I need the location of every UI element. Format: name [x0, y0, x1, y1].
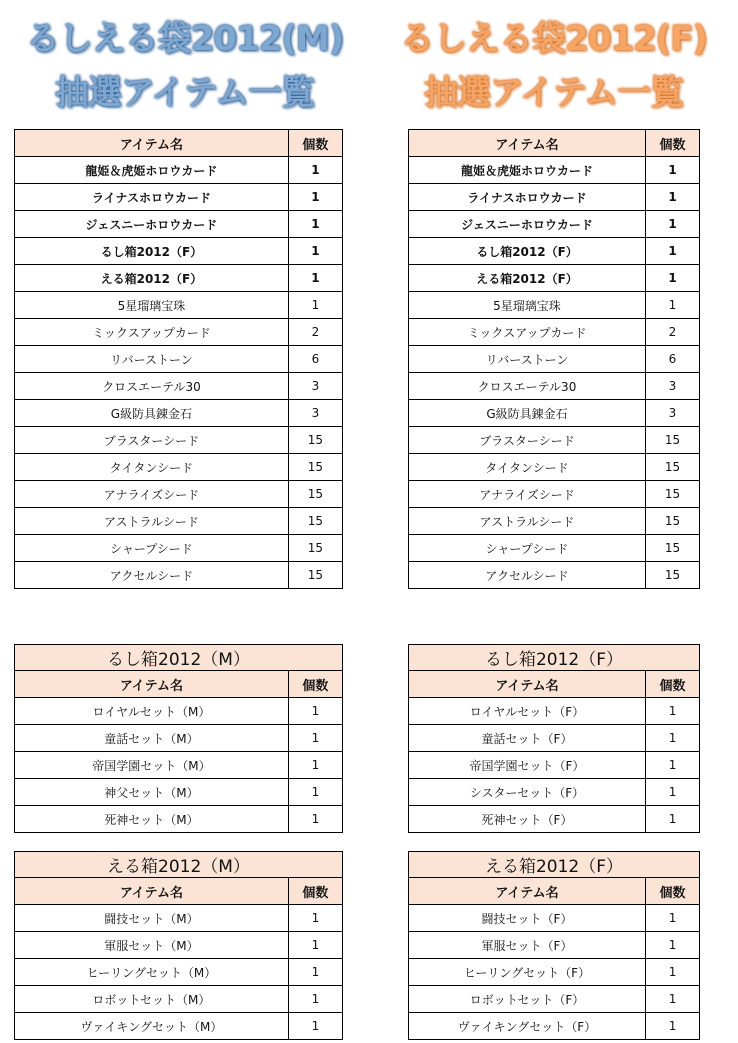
- table-row: [15, 481, 343, 508]
- item-count-cell: 1: [288, 211, 342, 238]
- item-count-cell: 15: [288, 562, 342, 589]
- table-row: [409, 184, 700, 211]
- item-name-cell: ジェスニーホロウカード: [15, 211, 289, 238]
- item-name-cell: ロイヤルセット（F）: [409, 698, 646, 725]
- item-count-cell: 1: [646, 959, 700, 986]
- table-row: [409, 806, 700, 833]
- item-name-cell: ブラスターシード: [409, 427, 646, 454]
- item-count-cell: 1: [646, 932, 700, 959]
- table-row: [15, 319, 343, 346]
- item-name-cell: ヴァイキングセット（M）: [15, 1013, 289, 1040]
- item-count-cell: 15: [288, 454, 342, 481]
- table-row: [15, 373, 343, 400]
- table-row: [409, 986, 700, 1013]
- item-name-cell: シャープシード: [409, 535, 646, 562]
- table-row: [15, 725, 343, 752]
- item-count-cell: 1: [288, 157, 342, 184]
- table-row: [15, 508, 343, 535]
- table-row: [409, 427, 700, 454]
- item-count-cell: 1: [288, 725, 342, 752]
- header-item-name: アイテム名: [15, 130, 289, 157]
- item-name-cell: アクセルシード: [409, 562, 646, 589]
- item-count-cell: 1: [646, 292, 700, 319]
- table-row: [409, 292, 700, 319]
- item-count-cell: 2: [288, 319, 342, 346]
- item-count-cell: 15: [288, 535, 342, 562]
- item-name-cell: アストラルシード: [409, 508, 646, 535]
- item-name-cell: クロスエーテル30: [409, 373, 646, 400]
- table-row: [15, 238, 343, 265]
- item-count-cell: 3: [288, 400, 342, 427]
- table-row: [409, 400, 700, 427]
- item-count-cell: 1: [646, 779, 700, 806]
- header-item-name: アイテム名: [409, 671, 646, 698]
- item-count-cell: 15: [646, 508, 700, 535]
- item-count-cell: 1: [288, 932, 342, 959]
- table-row: [409, 373, 700, 400]
- item-name-cell: るし箱2012（F）: [15, 238, 289, 265]
- item-name-cell: クロスエーテル30: [15, 373, 289, 400]
- rushi-box-m-caption: るし箱2012（M）: [15, 645, 343, 671]
- table-row: [15, 535, 343, 562]
- header-count: 個数: [288, 130, 342, 157]
- item-name-cell: アナライズシード: [409, 481, 646, 508]
- item-count-cell: 1: [646, 184, 700, 211]
- table-row: [409, 238, 700, 265]
- table-row: [409, 959, 700, 986]
- table-row: [15, 454, 343, 481]
- item-count-cell: 1: [646, 211, 700, 238]
- item-name-cell: ジェスニーホロウカード: [409, 211, 646, 238]
- item-name-cell: ヒーリングセット（M）: [15, 959, 289, 986]
- item-count-cell: 1: [646, 157, 700, 184]
- item-count-cell: 1: [288, 1013, 342, 1040]
- item-name-cell: タイタンシード: [15, 454, 289, 481]
- item-count-cell: 15: [646, 562, 700, 589]
- item-name-cell: アナライズシード: [15, 481, 289, 508]
- title-f-line2: 抽選アイテム一覧: [423, 73, 684, 113]
- item-count-cell: 15: [288, 427, 342, 454]
- item-name-cell: アストラルシード: [15, 508, 289, 535]
- item-name-cell: るし箱2012（F）: [409, 238, 646, 265]
- header-count: 個数: [646, 130, 700, 157]
- table-row: [409, 454, 700, 481]
- item-count-cell: 1: [646, 725, 700, 752]
- item-count-cell: 3: [646, 373, 700, 400]
- table-row: [15, 211, 343, 238]
- header-count: 個数: [646, 878, 700, 905]
- item-count-cell: 1: [288, 184, 342, 211]
- item-name-cell: ヴァイキングセット（F）: [409, 1013, 646, 1040]
- item-name-cell: える箱2012（F）: [15, 265, 289, 292]
- item-count-cell: 3: [288, 373, 342, 400]
- rushi-box-table-f: [408, 644, 700, 833]
- item-name-cell: 死神セット（F）: [409, 806, 646, 833]
- table-row: [409, 779, 700, 806]
- item-count-cell: 1: [288, 905, 342, 932]
- eru-box-f-caption: える箱2012（F）: [409, 852, 700, 878]
- item-count-cell: 15: [288, 508, 342, 535]
- table-row: [409, 1013, 700, 1040]
- table-row: [409, 508, 700, 535]
- item-name-cell: ブラスターシード: [15, 427, 289, 454]
- item-name-cell: 龍姫＆虎姫ホロウカード: [409, 157, 646, 184]
- table-row: [409, 905, 700, 932]
- item-name-cell: 帝国学園セット（F）: [409, 752, 646, 779]
- table-row: [15, 986, 343, 1013]
- item-table-m: [14, 129, 343, 589]
- item-count-cell: 1: [646, 238, 700, 265]
- item-count-cell: 6: [646, 346, 700, 373]
- item-name-cell: リバーストーン: [409, 346, 646, 373]
- item-count-cell: 1: [646, 752, 700, 779]
- item-count-cell: 1: [288, 752, 342, 779]
- item-name-cell: ロボットセット（M）: [15, 986, 289, 1013]
- title-m-line1: るしえる袋2012(M): [25, 19, 344, 59]
- table-row: [15, 265, 343, 292]
- header-item-name: アイテム名: [15, 878, 289, 905]
- table-row: [15, 184, 343, 211]
- item-count-cell: 1: [288, 806, 342, 833]
- table-row: [409, 265, 700, 292]
- header-item-name: アイテム名: [409, 878, 646, 905]
- item-count-cell: 15: [646, 481, 700, 508]
- item-count-cell: 1: [646, 905, 700, 932]
- item-name-cell: シスターセット（F）: [409, 779, 646, 806]
- item-count-cell: 1: [288, 238, 342, 265]
- header-count: 個数: [288, 671, 342, 698]
- header-count: 個数: [646, 671, 700, 698]
- title-m-line2: 抽選アイテム一覧: [54, 73, 315, 113]
- item-name-cell: ヒーリングセット（F）: [409, 959, 646, 986]
- item-name-cell: アクセルシード: [15, 562, 289, 589]
- title-f-line1: るしえる袋2012(F): [400, 19, 707, 59]
- table-row: [409, 932, 700, 959]
- header-item-name: アイテム名: [15, 671, 289, 698]
- item-name-cell: える箱2012（F）: [409, 265, 646, 292]
- item-name-cell: 闘技セット（M）: [15, 905, 289, 932]
- item-name-cell: ロボットセット（F）: [409, 986, 646, 1013]
- table-row: [15, 292, 343, 319]
- table-row: [409, 725, 700, 752]
- item-count-cell: 1: [288, 986, 342, 1013]
- item-name-cell: リバーストーン: [15, 346, 289, 373]
- table-row: [15, 157, 343, 184]
- table-row: [15, 932, 343, 959]
- item-count-cell: 6: [288, 346, 342, 373]
- table-row: [15, 346, 343, 373]
- item-name-cell: タイタンシード: [409, 454, 646, 481]
- header-item-name: アイテム名: [409, 130, 646, 157]
- item-name-cell: ミックスアップカード: [409, 319, 646, 346]
- table-row: [15, 698, 343, 725]
- rushi-box-f-caption: るし箱2012（F）: [409, 645, 700, 671]
- item-name-cell: 童話セット（F）: [409, 725, 646, 752]
- rushi-box-table-m: [14, 644, 343, 833]
- item-count-cell: 1: [288, 265, 342, 292]
- table-row: [15, 752, 343, 779]
- item-count-cell: 1: [646, 698, 700, 725]
- table-row: [15, 959, 343, 986]
- table-row: [409, 481, 700, 508]
- item-count-cell: 3: [646, 400, 700, 427]
- eru-box-table-m: [14, 851, 343, 1040]
- item-count-cell: 15: [288, 481, 342, 508]
- item-name-cell: ライナスホロウカード: [409, 184, 646, 211]
- item-count-cell: 1: [646, 1013, 700, 1040]
- item-name-cell: 5星瑠璃宝珠: [409, 292, 646, 319]
- item-name-cell: ロイヤルセット（M）: [15, 698, 289, 725]
- item-count-cell: 1: [288, 292, 342, 319]
- table-row: [409, 752, 700, 779]
- item-count-cell: 2: [646, 319, 700, 346]
- item-name-cell: 童話セット（M）: [15, 725, 289, 752]
- item-name-cell: ライナスホロウカード: [15, 184, 289, 211]
- item-table-f: [408, 129, 700, 589]
- header-count: 個数: [288, 878, 342, 905]
- item-count-cell: 1: [288, 698, 342, 725]
- item-name-cell: 龍姫＆虎姫ホロウカード: [15, 157, 289, 184]
- item-name-cell: 5星瑠璃宝珠: [15, 292, 289, 319]
- table-row: [409, 698, 700, 725]
- table-row: [15, 806, 343, 833]
- table-row: [409, 346, 700, 373]
- item-count-cell: 1: [288, 779, 342, 806]
- table-row: [409, 211, 700, 238]
- item-name-cell: G級防具錬金石: [15, 400, 289, 427]
- item-name-cell: G級防具錬金石: [409, 400, 646, 427]
- table-row: [15, 1013, 343, 1040]
- item-name-cell: ミックスアップカード: [15, 319, 289, 346]
- item-count-cell: 15: [646, 535, 700, 562]
- item-count-cell: 1: [646, 986, 700, 1013]
- item-name-cell: 闘技セット（F）: [409, 905, 646, 932]
- eru-box-m-caption: える箱2012（M）: [15, 852, 343, 878]
- item-count-cell: 1: [646, 806, 700, 833]
- item-count-cell: 1: [646, 265, 700, 292]
- table-row: [409, 535, 700, 562]
- table-row: [15, 400, 343, 427]
- table-row: [15, 562, 343, 589]
- eru-box-table-f: [408, 851, 700, 1040]
- table-row: [409, 319, 700, 346]
- table-row: [409, 157, 700, 184]
- item-count-cell: 15: [646, 454, 700, 481]
- item-name-cell: 帝国学園セット（M）: [15, 752, 289, 779]
- item-name-cell: 軍服セット（F）: [409, 932, 646, 959]
- item-count-cell: 1: [288, 959, 342, 986]
- table-row: [15, 779, 343, 806]
- item-name-cell: シャープシード: [15, 535, 289, 562]
- table-row: [15, 905, 343, 932]
- item-name-cell: 軍服セット（M）: [15, 932, 289, 959]
- item-name-cell: 神父セット（M）: [15, 779, 289, 806]
- item-name-cell: 死神セット（M）: [15, 806, 289, 833]
- table-row: [15, 427, 343, 454]
- item-count-cell: 15: [646, 427, 700, 454]
- table-row: [409, 562, 700, 589]
